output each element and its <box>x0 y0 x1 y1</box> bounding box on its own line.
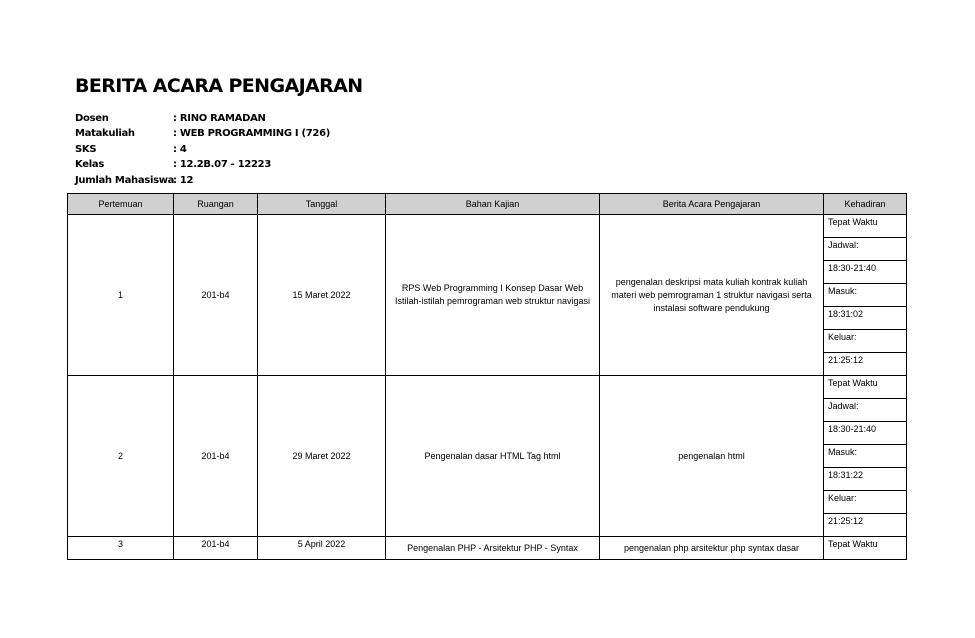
cell-kehadiran-item: Tepat Waktu <box>824 376 907 399</box>
meta-matakuliah <box>75 126 330 141</box>
header-tanggal: Tanggal <box>258 194 386 215</box>
cell-kehadiran-item: 18:30-21:40 <box>824 261 907 284</box>
course-info <box>75 111 330 188</box>
table-row <box>68 376 907 399</box>
cell-ruangan: 201-b4 <box>174 215 258 376</box>
page-title: BERITA ACARA PENGAJARAN <box>75 75 363 97</box>
table-row <box>68 537 907 560</box>
cell-kehadiran-item: Masuk: <box>824 445 907 468</box>
cell-pertemuan: 2 <box>68 376 174 537</box>
cell-pertemuan: 3 <box>68 537 174 560</box>
cell-kehadiran-item: Keluar: <box>824 330 907 353</box>
meta-value: : 12 <box>173 174 194 186</box>
cell-berita-acara: pengenalan deskripsi mata kuliah kontrak kuliah materi web pemrograman 1 struktur navigasi serta instalasi software pendukung <box>600 215 824 376</box>
meta-value: : WEB PROGRAMMING I (726) <box>173 128 331 140</box>
meta-value: : 12.2B.07 - 12223 <box>173 159 271 171</box>
cell-kehadiran-item: 21:25:12 <box>824 353 907 376</box>
header-ruangan: Ruangan <box>174 194 258 215</box>
meta-dosen <box>75 111 330 126</box>
cell-kehadiran-item: Keluar: <box>824 491 907 514</box>
meta-label: Kelas <box>75 159 104 171</box>
cell-pertemuan: 1 <box>68 215 174 376</box>
cell-tanggal: 29 Maret 2022 <box>258 376 386 537</box>
cell-tanggal: 15 Maret 2022 <box>258 215 386 376</box>
meta-label: Matakuliah <box>75 128 135 140</box>
header-kehadiran: Kehadiran <box>824 194 907 215</box>
cell-bahan-kajian: RPS Web Programming I Konsep Dasar Web Istilah-istilah pemrograman web struktur navigasi <box>386 215 600 376</box>
meta-label: Dosen <box>75 113 109 124</box>
cell-kehadiran-item: 18:31:02 <box>824 307 907 330</box>
cell-ruangan: 201-b4 <box>174 537 258 560</box>
meta-label: Jumlah Mahasiswa <box>75 174 175 186</box>
cell-kehadiran-item: 21:25:12 <box>824 514 907 537</box>
meta-value: : RINO RAMADAN <box>173 113 266 124</box>
cell-ruangan: 201-b4 <box>174 376 258 537</box>
attendance-table <box>67 193 907 560</box>
meta-jumlah-mahasiswa <box>75 173 330 188</box>
meta-value: : 4 <box>173 143 187 155</box>
header-berita-acara: Berita Acara Pengajaran <box>600 194 824 215</box>
cell-bahan-kajian: Pengenalan PHP - Arsitektur PHP - Syntax <box>386 537 600 560</box>
cell-kehadiran-item: Masuk: <box>824 284 907 307</box>
cell-berita-acara: pengenalan html <box>600 376 824 537</box>
meta-kelas <box>75 157 330 172</box>
header-bahan-kajian: Bahan Kajian <box>386 194 600 215</box>
table-row <box>68 215 907 238</box>
cell-kehadiran-item: 18:31:22 <box>824 468 907 491</box>
cell-kehadiran-item: Jadwal: <box>824 238 907 261</box>
meta-sks <box>75 142 330 157</box>
header-pertemuan: Pertemuan <box>68 194 174 215</box>
table-header-row <box>68 194 907 215</box>
cell-bahan-kajian: Pengenalan dasar HTML Tag html <box>386 376 600 537</box>
cell-kehadiran-item: Jadwal: <box>824 399 907 422</box>
cell-kehadiran-item: Tepat Waktu <box>824 215 907 238</box>
cell-tanggal: 5 April 2022 <box>258 537 386 560</box>
meta-label: SKS <box>75 143 97 155</box>
cell-kehadiran-item: 18:30-21:40 <box>824 422 907 445</box>
cell-berita-acara: pengenalan php arsitektur php syntax dasar <box>600 537 824 560</box>
cell-kehadiran-item: Tepat Waktu <box>824 537 907 560</box>
